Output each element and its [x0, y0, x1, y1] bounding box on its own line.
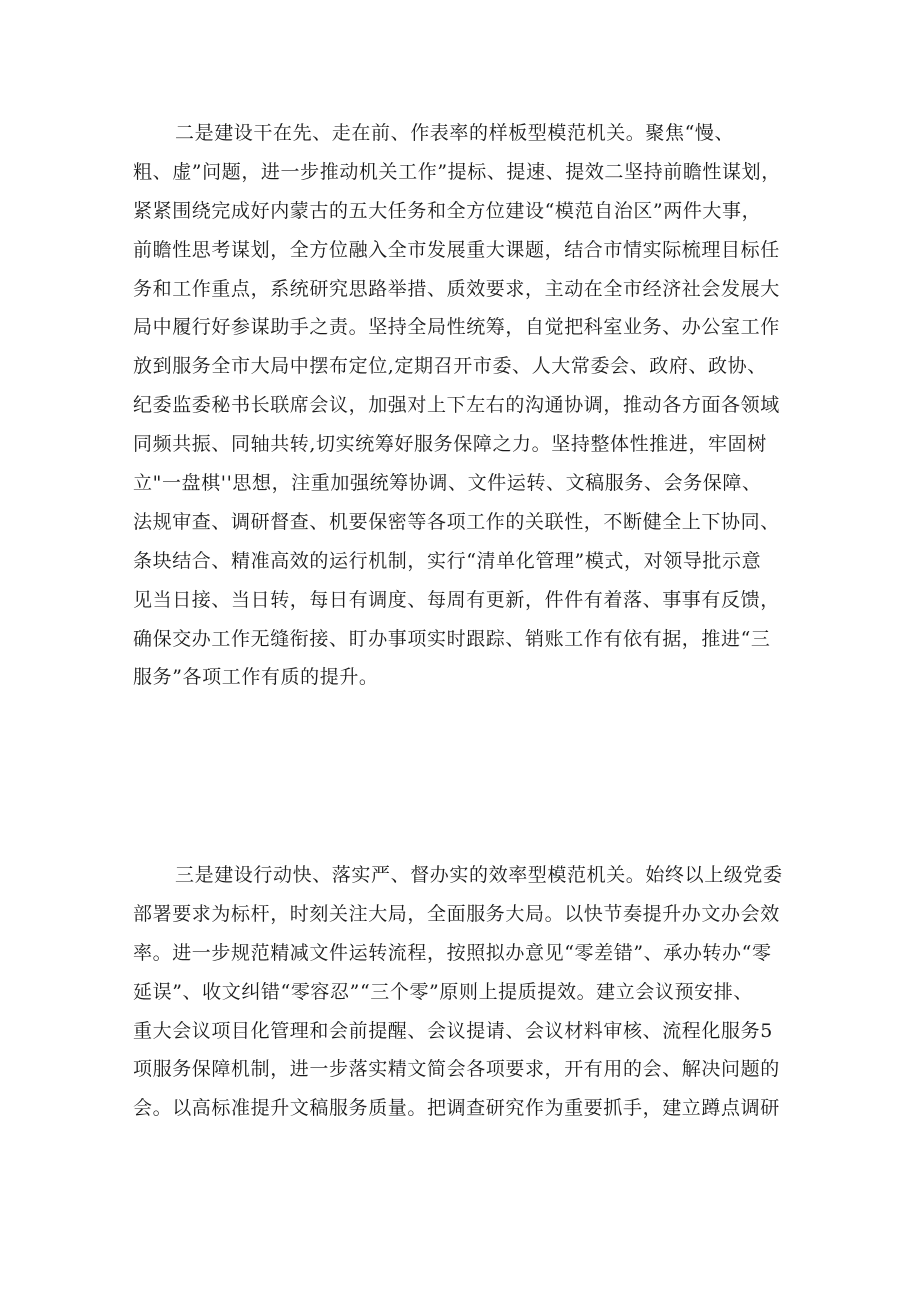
paragraph-line: 同频共振、同轴共转,切实统筹好服务保障之力。坚持整体性推进，牢固树: [133, 433, 767, 456]
paragraph-line: 粗、虚”问题，进一步推动机关工作”提标、提速、提效二坚持前瞻性谋划，: [133, 160, 781, 183]
paragraph-line: 二是建设干在先、走在前、作表率的样板型模范机关。聚焦“慢、: [175, 122, 735, 144]
paragraph-line: 务和工作重点，系统研究思路举措、质效要求，主动在全市经济社会发展大: [133, 277, 780, 300]
paragraph-model-agency-efficiency: [133, 856, 813, 1128]
paragraph-line: 法规审查、调研督查、机要保密等各项工作的关联性，不断健全上下协同、: [133, 510, 780, 533]
paragraph-line: 条块结合、精准高效的运行机制，实行“清单化管理”模式，对领导批示意: [133, 549, 762, 572]
paragraph-line: 见当日接、当日转，每日有调度、每周有更新，件件有着落、事事有反馈，: [133, 588, 780, 611]
paragraph-line: 项服务保障机制，进一步落实精文简会各项要求，开有用的会、解决问题的: [133, 1058, 780, 1081]
paragraph-line: 会。以高标准提升文稿服务质量。把调查研究作为重要抓手，建立蹲点调研: [133, 1097, 780, 1120]
paragraph-line: 延误”、收文纠错“零容忍”“三个零”原则上提质提效。建立会议预安排、: [133, 980, 753, 1003]
paragraph-line: 前瞻性思考谋划，全方位融入全市发展重大课题，结合市情实际梳理目标任: [133, 238, 780, 261]
paragraph-line: 三是建设行动快、落实严、督办实的效率型模范机关。始终以上级党委: [175, 864, 783, 886]
paragraph-line: 服务”各项工作有质的提升。: [133, 666, 379, 689]
paragraph-line: 纪委监委秘书长联席会议，加强对上下左右的沟通协调，推动各方面各领域: [133, 394, 780, 417]
paragraph-model-agency-exemplary: [133, 114, 813, 697]
paragraph-line: 紧紧围绕完成好内蒙古的五大任务和全方位建设“模范自治区”两件大事，: [133, 199, 762, 222]
paragraph-line: 立"一盘棋''思想，注重加强统筹协调、文件运转、文稿服务、会务保障、: [133, 472, 762, 495]
paragraph-line: 部署要求为标杆，时刻关注大局，全面服务大局。以快节奏提升办文办会效: [133, 902, 780, 925]
paragraph-line: 局中履行好参谋助手之责。坚持全局性统筹，自觉把科室业务、办公室工作: [133, 316, 780, 339]
paragraph-line: 率。进一步规范精减文件运转流程，按照拟办意见“零差错”、承办转办“零: [133, 941, 772, 964]
paragraph-line: 重大会议项目化管理和会前提醒、会议提请、会议材料审核、流程化服务5: [133, 1019, 773, 1042]
paragraph-line: 确保交办工作无缝衔接、盯办事项实时跟踪、销账工作有依有据，推进“三: [133, 627, 771, 650]
paragraph-line: 放到服务全市大局中摆布定位,定期召开市委、人大常委会、政府、政协、: [133, 355, 767, 378]
